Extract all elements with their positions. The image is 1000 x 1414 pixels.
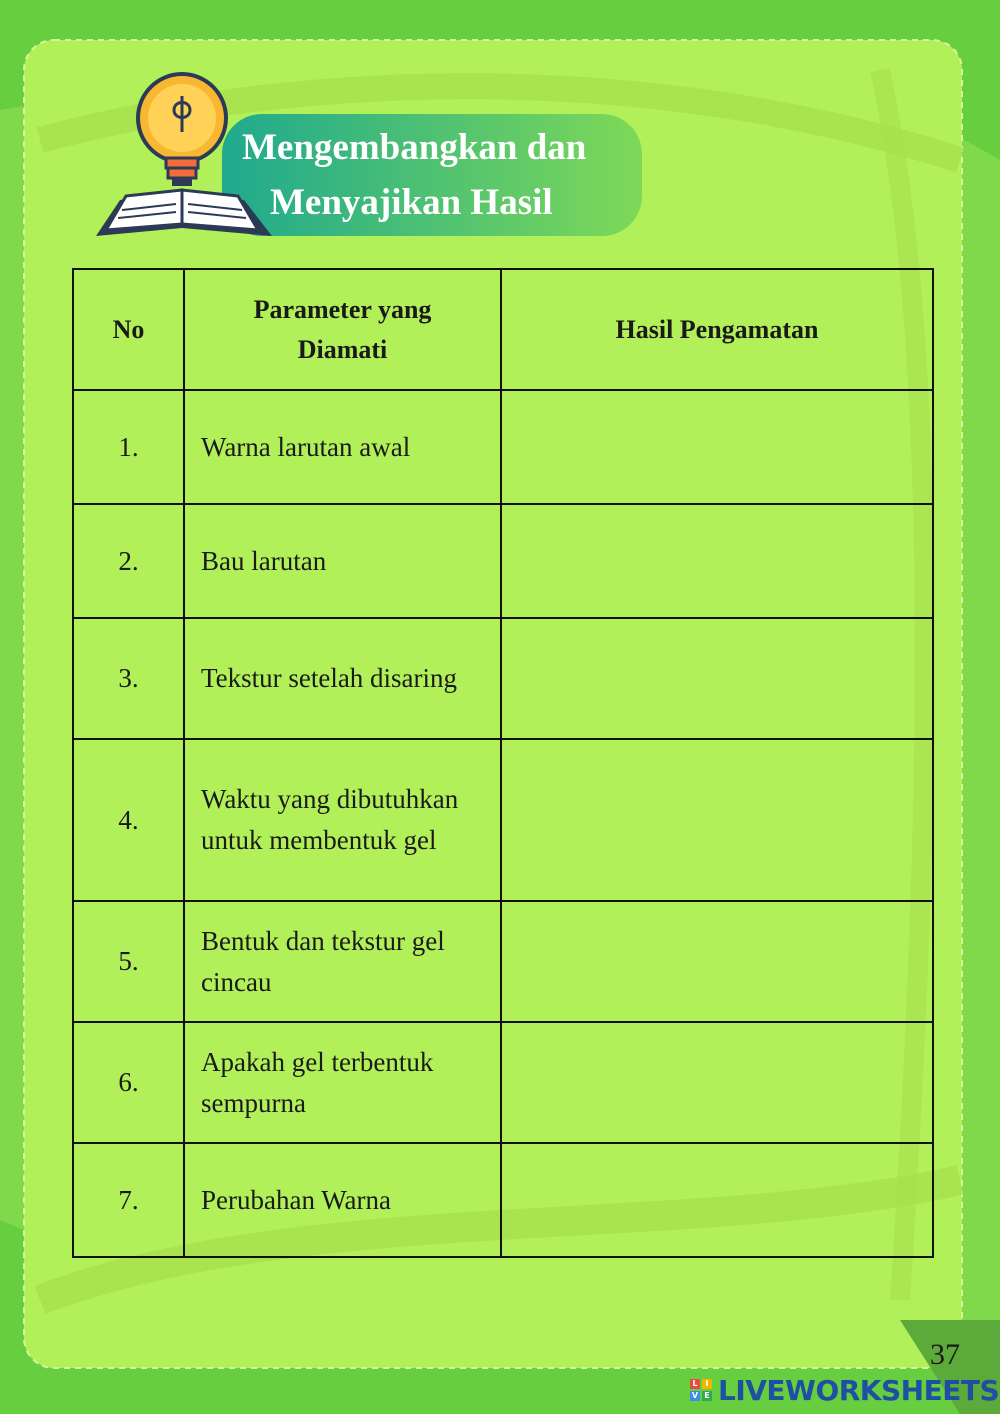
row-parameter: Bau larutan (184, 504, 501, 618)
row-number: 5. (73, 901, 184, 1022)
row-number: 6. (73, 1022, 184, 1143)
row-parameter: Bentuk dan tekstur gel cincau (184, 901, 501, 1022)
liveworksheets-mark-icon: L I V E (690, 1379, 712, 1401)
row-result-cell[interactable] (501, 901, 933, 1022)
row-number: 7. (73, 1143, 184, 1257)
row-number: 4. (73, 739, 184, 901)
row-result-cell[interactable] (501, 739, 933, 901)
row-result-cell[interactable] (501, 504, 933, 618)
table-row (73, 390, 933, 504)
page-title-line-1: Mengembangkan dan (242, 127, 587, 168)
row-number: 1. (73, 390, 184, 504)
header-parameter: Parameter yang Diamati (184, 269, 501, 390)
page-number: 37 (930, 1338, 960, 1371)
row-result-cell[interactable] (501, 618, 933, 739)
table-row (73, 618, 933, 739)
row-parameter: Warna larutan awal (184, 390, 501, 504)
table-row (73, 1022, 933, 1143)
header-result: Hasil Pengamatan (501, 269, 933, 390)
observation-table (72, 268, 934, 1258)
row-number: 3. (73, 618, 184, 739)
row-parameter: Waktu yang dibutuhkan untuk membentuk gel (184, 739, 501, 901)
row-parameter: Perubahan Warna (184, 1143, 501, 1257)
row-number: 2. (73, 504, 184, 618)
liveworksheets-brand: LIVEWORKSHEETS (718, 1373, 1000, 1407)
table-row (73, 504, 933, 618)
header-no: No (73, 269, 184, 390)
table-header-row (73, 269, 933, 390)
table-row (73, 739, 933, 901)
row-result-cell[interactable] (501, 390, 933, 504)
page-title-line-2: Menyajikan Hasil (270, 182, 553, 223)
liveworksheets-logo (690, 1372, 999, 1408)
row-result-cell[interactable] (501, 1143, 933, 1257)
row-parameter: Apakah gel terbentuk sempurna (184, 1022, 501, 1143)
row-result-cell[interactable] (501, 1022, 933, 1143)
row-parameter: Tekstur setelah disaring (184, 618, 501, 739)
table-row (73, 1143, 933, 1257)
table-row (73, 901, 933, 1022)
